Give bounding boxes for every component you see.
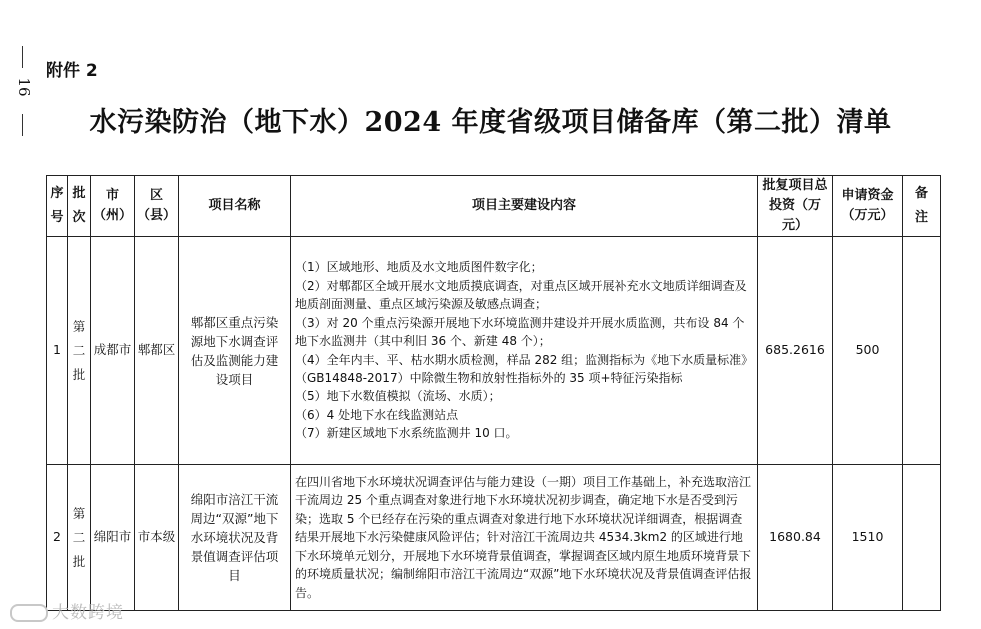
page-title: 水污染防治（地下水）2024 年度省级项目储备库（第二批）清单 <box>89 107 892 138</box>
header-project-name: 项目名称 <box>179 176 291 237</box>
row-batch: 第二批 <box>68 465 91 611</box>
row-remark <box>903 237 941 465</box>
row-county: 市本级 <box>135 465 179 611</box>
row-city: 成都市 <box>91 237 135 465</box>
table-header-row <box>47 176 941 237</box>
table-row <box>47 465 941 611</box>
row-no: 2 <box>47 465 68 611</box>
header-investment: 批复项目总投资（万元） <box>758 176 833 237</box>
header-content: 项目主要建设内容 <box>291 176 758 237</box>
row-content: 在四川省地下水环境状况调查评估与能力建设（一期）项目工作基础上，补充选取涪江干流周边 25 个重点调查对象进行地下水环境状况初步调查，确定地下水是否受到污染；选取 5 个已经存在污染的重点调查对象进行地下水环境状况详细调查，根据调查结果开展地下水污染健康风险评估；针对涪江干流周边共 4534.3km2 的区域进行地下水环境单元划分，开展地下水环境背景值调查，掌握调查区域内原生地质环境背景下的环境质量状况；编制绵阳市涪江干流周边“双源”地下水环境状况及背景值调查评估报告。 <box>291 465 758 611</box>
project-list-table <box>46 175 941 611</box>
watermark: 大数跨境 <box>10 598 124 623</box>
header-no: 序号 <box>47 176 68 237</box>
header-batch: 批次 <box>68 176 91 237</box>
table-row <box>47 237 941 465</box>
row-no: 1 <box>47 237 68 465</box>
row-funding: 500 <box>833 237 903 465</box>
header-remark: 备注 <box>903 176 941 237</box>
row-investment: 685.2616 <box>758 237 833 465</box>
row-city: 绵阳市 <box>91 465 135 611</box>
row-investment: 1680.84 <box>758 465 833 611</box>
row-project-name: 郫都区重点污染源地下水调查评估及监测能力建设项目 <box>179 237 291 465</box>
header-funding: 申请资金（万元） <box>833 176 903 237</box>
row-batch: 第二批 <box>68 237 91 465</box>
page-number: 16 <box>15 77 33 97</box>
row-funding: 1510 <box>833 465 903 611</box>
header-county: 区（县） <box>135 176 179 237</box>
row-content: （1）区域地形、地质及水文地质图件数字化； （2）对郫都区全域开展水文地质摸底调查，对重点区域开展补充水文地质详细调查及地质剖面测量、重点区域污染源及敏感点调查； （3）对 20 个重点污染源开展地下水环境监测井建设并开展水质监测，共布设 84 个地下水监测井（其中利旧 36 个、新建 48 个）； （4）全年内丰、平、枯水期水质检测，样品 282 组；监测指标为《地下水质量标准》（GB14848-2017）中除微生物和放射性指标外的 35 项+特征污染指标 （5）地下水数值模拟（流场、水质）； （6）4 处地下水在线监测站点 （7）新建区域地下水系统监测井 10 口。 <box>291 237 758 465</box>
watermark-logo-icon <box>10 604 48 622</box>
attachment-label: 附件 2 <box>46 61 98 81</box>
row-county: 郫都区 <box>135 237 179 465</box>
row-remark <box>903 465 941 611</box>
row-project-name: 绵阳市涪江干流周边“双源”地下水环境状况及背景值调查评估项目 <box>179 465 291 611</box>
header-city: 市（州） <box>91 176 135 237</box>
